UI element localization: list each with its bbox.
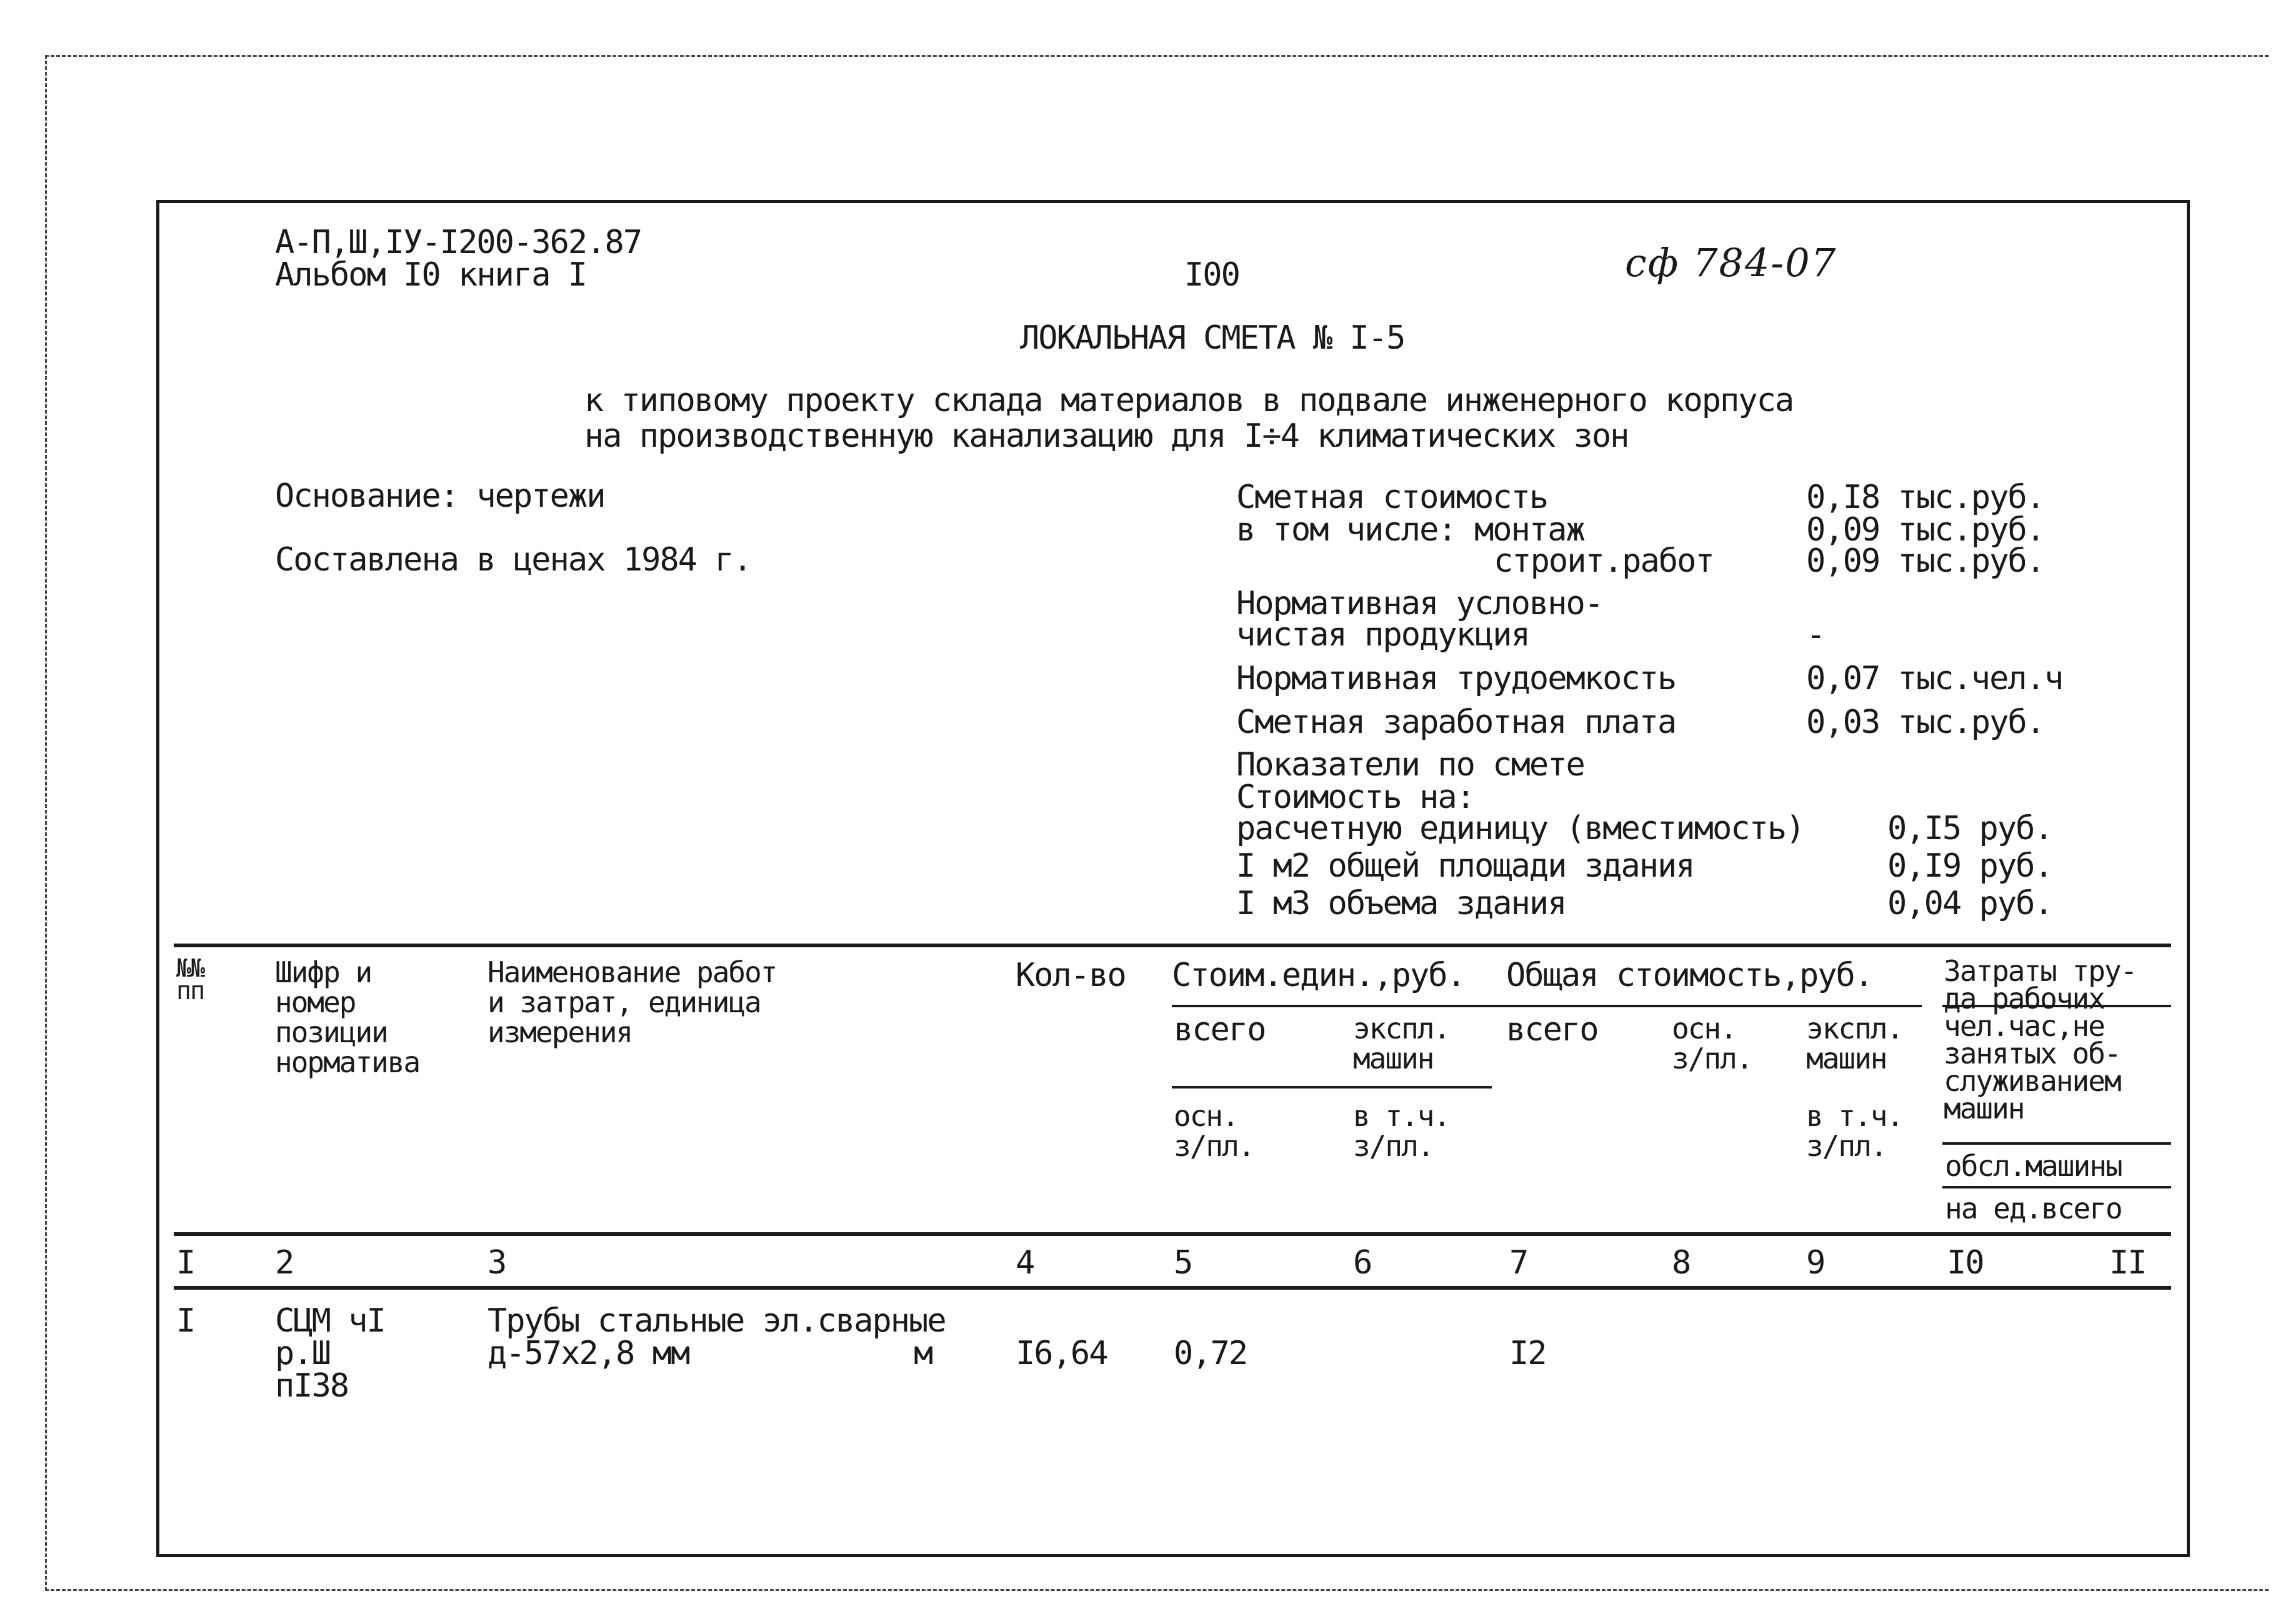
summary-label: I м2 общей площади здания [1236, 847, 1694, 885]
row-unit: м [914, 1335, 932, 1372]
row-code: СЦМ чI р.Ш пI38 [275, 1302, 385, 1405]
title-line-1: к типовому проекту склада материалов в подвале инженерного корпуса [584, 382, 1794, 419]
colnum-bottom-rule [174, 1286, 2171, 1290]
handwritten-stamp: сф 784-07 [1625, 240, 1837, 286]
page-number: I00 [1184, 256, 1239, 294]
estimate-title: ЛОКАЛЬНАЯ СМЕТА № I-5 [1020, 319, 1405, 357]
col-header-obsl: обсл.машины [1945, 1149, 2122, 1183]
header-bottom-rule [174, 1232, 2171, 1236]
summary-label: Стоимость на: [1236, 779, 1474, 816]
summary-value: 0,I8 тыс.руб. [1806, 479, 2044, 516]
col-header-name: Наименование работ и затрат, единица измерения [487, 955, 777, 1049]
summary-value: 0,07 тыс.чел.ч [1806, 660, 2063, 697]
header-sub-rule [1942, 1186, 2171, 1188]
summary-label: расчетную единицу (вместимость) [1236, 810, 1804, 847]
col-number: 5 [1174, 1244, 1192, 1282]
row-total: I2 [1509, 1335, 1546, 1372]
col-header-labor: Затраты тру- да рабочих чел.час,не занятых об- служиванием машин [1944, 954, 2137, 1125]
col-header-na-ed: на ед.всего [1945, 1192, 2122, 1225]
album-info: Альбом I0 книга I [275, 256, 587, 294]
col-header-total-cost: Общая стоимость,руб. [1506, 957, 1873, 994]
col-header-osn: осн. з/пл. [1672, 1012, 1752, 1075]
col-header-osn: осн. з/пл. [1174, 1099, 1254, 1163]
col-number: I [176, 1244, 195, 1282]
col-number: 6 [1353, 1244, 1372, 1282]
summary-label: I м3 объема здания [1236, 885, 1566, 922]
summary-value: 0,09 тыс.руб. [1806, 542, 2044, 580]
col-number: II [2109, 1244, 2146, 1282]
summary-label: чистая продукция [1236, 616, 1529, 654]
col-number: 7 [1509, 1244, 1528, 1282]
col-header-vsego: всего [1506, 1011, 1598, 1049]
summary-label: Нормативная трудоемкость [1236, 660, 1676, 697]
row-unit-cost: 0,72 [1174, 1335, 1247, 1372]
basis-text: Основание: чертежи [275, 477, 605, 515]
summary-label: Показатели по смете [1236, 746, 1584, 784]
summary-label: Сметная заработная плата [1236, 704, 1676, 741]
col-header-vtch: в т.ч. з/пл. [1806, 1099, 1903, 1163]
row-qty: I6,64 [1016, 1335, 1107, 1372]
header-sub-rule [1172, 1005, 1922, 1007]
col-number: 3 [487, 1244, 506, 1282]
col-number: 4 [1016, 1244, 1034, 1282]
col-header-code: Шифр и номер позиции норматива [275, 955, 420, 1079]
summary-label: в том числе: монтаж [1236, 511, 1584, 549]
summary-value: - [1806, 616, 1825, 654]
col-number: 8 [1672, 1244, 1691, 1282]
col-header-ekspl: экспл. машин [1353, 1012, 1450, 1075]
title-line-2: на производственную канализацию для I÷4 климатических зон [584, 417, 1629, 455]
col-header-num: №№ пп [176, 954, 204, 1005]
col-header-vtch: в т.ч. з/пл. [1353, 1099, 1450, 1163]
summary-label: Нормативная условно- [1236, 585, 1603, 622]
col-number: 9 [1806, 1244, 1825, 1282]
summary-value: 0,09 тыс.руб. [1806, 511, 2044, 549]
col-header-vsego: всего [1174, 1011, 1266, 1049]
row-number: I [176, 1302, 195, 1340]
summary-label: Сметная стоимость [1236, 479, 1548, 516]
col-number: I0 [1947, 1244, 1984, 1282]
row-name: Трубы стальные эл.сварные д-57х2,8 мм [487, 1302, 946, 1372]
header-sub-rule [1942, 1142, 2171, 1145]
doc-code: А-П,Ш,IУ-I200-362.87 [275, 224, 642, 261]
col-header-ekspl: экспл. машин [1806, 1012, 1903, 1075]
summary-label: строит.работ [1494, 542, 1714, 580]
summary-value: 0,I9 руб. [1887, 847, 2052, 885]
col-header-unit-cost: Стоим.един.,руб. [1172, 957, 1465, 994]
summary-value: 0,I5 руб. [1887, 810, 2052, 847]
summary-value: 0,03 тыс.руб. [1806, 704, 2044, 741]
header-sub-rule [1172, 1086, 1492, 1088]
col-header-qty: Кол-во [1016, 957, 1126, 994]
table-top-rule [174, 944, 2171, 947]
col-number: 2 [275, 1244, 294, 1282]
summary-value: 0,04 руб. [1887, 885, 2052, 922]
prices-text: Составлена в ценах 1984 г. [275, 541, 751, 579]
